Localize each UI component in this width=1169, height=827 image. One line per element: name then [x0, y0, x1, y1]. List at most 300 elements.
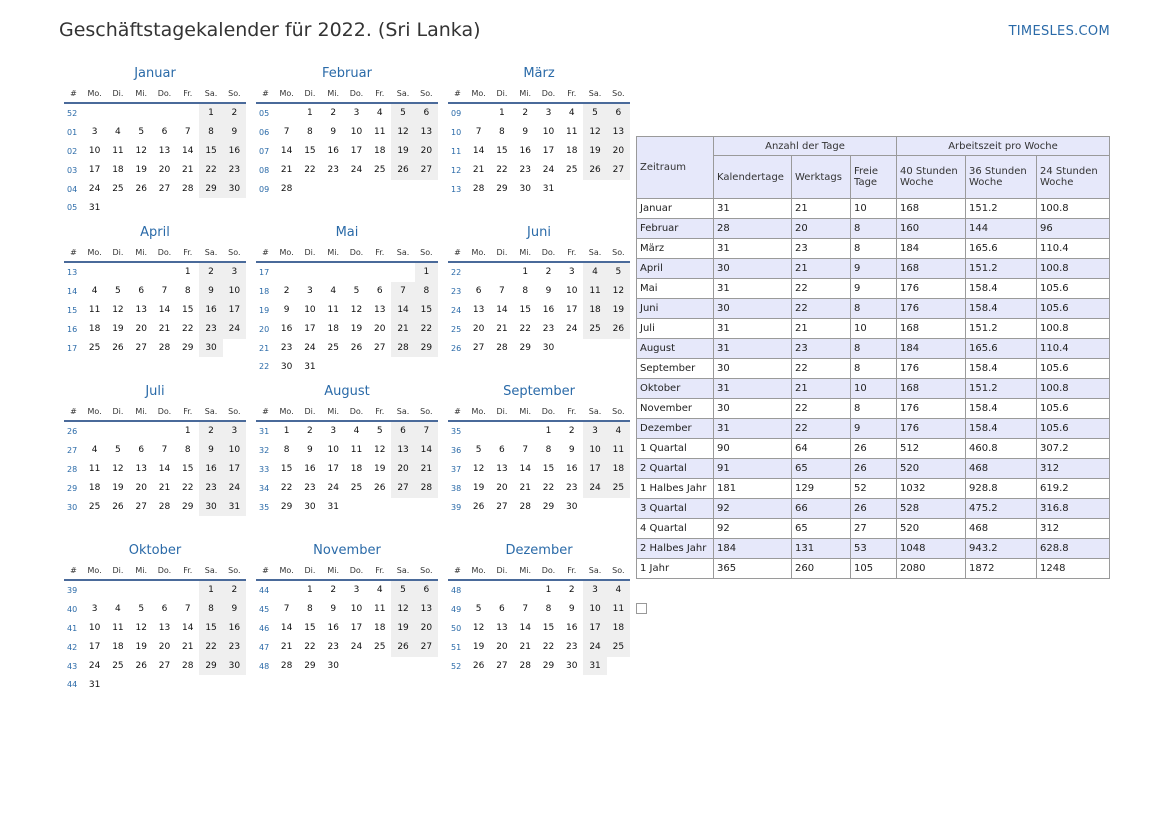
month-calendar	[64, 223, 246, 382]
day-cell: 23	[199, 479, 222, 498]
hours-group-header: Arbeitszeit pro Woche	[897, 137, 1110, 156]
day-cell: 16	[566, 464, 578, 475]
week-row	[64, 339, 246, 358]
day-cell: 2	[223, 580, 246, 600]
day-cell	[275, 103, 298, 123]
month-table	[448, 243, 630, 357]
day-cell: 26	[472, 502, 485, 512]
value-cell: 100.8	[1037, 199, 1110, 219]
day-cell	[415, 180, 438, 199]
weekday-header: So.	[607, 243, 630, 262]
day-cell: 18	[374, 623, 386, 634]
day-cell: 24	[542, 165, 555, 176]
day-cell: 9	[307, 445, 313, 456]
day-cell: 4	[568, 108, 575, 119]
day-cell	[153, 580, 176, 600]
value-cell: 468	[966, 519, 1037, 539]
value-cell: 22	[792, 399, 851, 419]
week-row	[64, 479, 246, 498]
day-cell	[106, 675, 129, 694]
week-row	[448, 619, 630, 638]
weekday-header: Sa.	[199, 84, 222, 103]
col-24h-header: 24 Stunden Woche	[1037, 156, 1110, 199]
summary-table	[636, 136, 1110, 579]
month-table	[256, 243, 438, 376]
weekday-header: Do.	[153, 402, 176, 421]
day-cell: 26	[135, 661, 147, 671]
week-number: 51	[451, 642, 462, 652]
value-cell: 20	[792, 219, 851, 239]
day-cell: 1	[184, 267, 191, 278]
day-cell: 27	[472, 343, 485, 353]
day-cell	[130, 262, 153, 282]
week-row	[256, 460, 438, 479]
day-cell: 4	[91, 286, 98, 297]
week-row	[64, 262, 246, 282]
day-cell: 25	[566, 165, 578, 176]
day-cell: 11	[607, 441, 630, 460]
week-number: 30	[67, 502, 78, 512]
period-cell: 1 Quartal	[637, 439, 714, 459]
day-cell: 6	[391, 421, 414, 441]
day-cell: 12	[112, 305, 124, 316]
weekday-header: Fr.	[176, 84, 199, 103]
day-cell: 3	[353, 108, 360, 119]
day-cell: 24	[88, 661, 101, 671]
weekday-header: #	[256, 84, 275, 103]
day-cell: 27	[415, 161, 438, 180]
month-table	[448, 84, 630, 198]
weekday-header: Mi.	[130, 243, 153, 262]
value-cell: 158.4	[966, 399, 1037, 419]
day-cell: 15	[199, 619, 222, 638]
week-row	[256, 262, 438, 282]
period-cell: Juni	[637, 299, 714, 319]
day-cell: 20	[374, 324, 386, 335]
day-cell: 1	[415, 262, 438, 282]
day-cell: 7	[283, 604, 290, 615]
day-cell: 21	[280, 642, 293, 653]
day-cell: 17	[542, 146, 555, 157]
week-number: 44	[67, 680, 78, 690]
day-cell: 24	[304, 343, 316, 353]
col-40h-header: 40 Stunden Woche	[897, 156, 966, 199]
day-cell	[391, 262, 414, 282]
day-cell	[106, 198, 129, 217]
weekday-header: So.	[415, 84, 438, 103]
period-cell: Dezember	[637, 419, 714, 439]
day-cell: 5	[138, 604, 145, 615]
day-cell: 20	[472, 324, 485, 335]
day-cell: 14	[415, 441, 438, 460]
day-cell: 8	[199, 123, 222, 142]
day-cell	[391, 180, 414, 199]
week-number: 43	[67, 661, 78, 671]
day-cell	[391, 357, 414, 376]
weekday-header: Mo.	[275, 402, 298, 421]
week-number: 23	[451, 286, 462, 296]
week-row	[448, 479, 630, 498]
weekday-header: Fr.	[176, 402, 199, 421]
day-cell: 14	[182, 146, 194, 157]
value-cell: 628.8	[1037, 539, 1110, 559]
day-cell: 30	[199, 339, 222, 358]
day-cell: 25	[374, 642, 386, 653]
month-name: Juli	[145, 384, 165, 399]
day-cell: 1	[522, 267, 529, 278]
value-cell: 31	[714, 199, 792, 219]
week-number: 41	[67, 623, 78, 633]
weekday-header: So.	[415, 243, 438, 262]
week-number: 48	[451, 585, 462, 595]
period-cell: Januar	[637, 199, 714, 219]
day-cell: 13	[135, 305, 147, 316]
day-cell: 4	[376, 108, 383, 119]
day-cell: 3	[545, 108, 552, 119]
weekday-header: Mo.	[83, 561, 106, 580]
day-cell: 19	[391, 619, 414, 638]
week-number: 13	[67, 267, 78, 277]
day-cell: 19	[135, 642, 147, 653]
day-cell	[345, 357, 368, 376]
day-cell: 14	[496, 305, 508, 316]
value-cell: 316.8	[1037, 499, 1110, 519]
value-cell: 260	[792, 559, 851, 579]
col-free-days-header: Freie Tage	[851, 156, 897, 199]
month-calendar	[256, 541, 438, 700]
day-cell: 2	[568, 585, 575, 596]
brand-link[interactable]: TIMESLES.COM	[1008, 24, 1110, 39]
day-cell	[298, 262, 321, 282]
day-cell: 27	[374, 343, 386, 353]
value-cell: 22	[792, 419, 851, 439]
day-cell: 22	[542, 483, 555, 494]
period-cell: 1 Jahr	[637, 559, 714, 579]
weekday-header: #	[64, 402, 83, 421]
day-cell	[368, 357, 391, 376]
day-cell: 8	[545, 445, 552, 456]
day-cell: 23	[327, 165, 339, 176]
value-cell: 30	[714, 259, 792, 279]
day-cell: 29	[199, 657, 222, 676]
day-cell: 6	[499, 445, 505, 456]
day-cell: 16	[199, 301, 222, 320]
weekday-header: Mo.	[83, 84, 106, 103]
day-cell	[560, 339, 583, 358]
weekday-header: Do.	[537, 84, 560, 103]
day-cell: 17	[304, 324, 316, 335]
weekday-header: So.	[415, 402, 438, 421]
week-row	[256, 479, 438, 498]
day-cell	[490, 262, 513, 282]
day-cell: 22	[182, 483, 194, 494]
day-cell	[322, 357, 345, 376]
day-cell: 7	[161, 286, 168, 297]
day-cell: 26	[135, 184, 147, 194]
day-cell: 22	[519, 324, 531, 335]
day-cell	[130, 198, 153, 217]
value-cell: 151.2	[966, 259, 1037, 279]
value-cell: 31	[714, 279, 792, 299]
day-cell: 16	[566, 623, 578, 634]
month-name: Mai	[335, 225, 359, 240]
day-cell: 26	[607, 320, 630, 339]
weekday-header: Fr.	[560, 561, 583, 580]
day-cell: 15	[280, 464, 293, 475]
day-cell: 22	[280, 483, 293, 494]
value-cell: 110.4	[1037, 339, 1110, 359]
value-cell: 151.2	[966, 319, 1037, 339]
day-cell	[153, 262, 176, 282]
day-cell: 9	[545, 286, 552, 297]
week-number: 38	[451, 483, 462, 493]
day-cell: 19	[374, 464, 386, 475]
day-cell: 3	[91, 604, 98, 615]
day-cell	[583, 339, 606, 358]
day-cell	[83, 580, 106, 600]
value-cell: 8	[851, 299, 897, 319]
value-cell: 176	[897, 299, 966, 319]
day-cell: 19	[135, 165, 147, 176]
week-number: 52	[67, 108, 78, 118]
table-row	[637, 359, 1110, 379]
day-cell: 30	[566, 502, 578, 512]
day-cell: 17	[223, 301, 246, 320]
week-number: 46	[259, 623, 270, 633]
value-cell: 144	[966, 219, 1037, 239]
value-cell: 184	[897, 239, 966, 259]
day-cell: 9	[568, 445, 575, 456]
day-cell: 29	[280, 502, 293, 512]
day-cell: 19	[472, 642, 485, 653]
day-cell: 4	[115, 127, 121, 138]
weekday-header: Di.	[298, 402, 321, 421]
day-cell: 25	[350, 483, 363, 494]
weekday-header: #	[64, 84, 83, 103]
day-cell	[368, 498, 391, 517]
day-cell: 14	[280, 623, 293, 634]
day-cell: 2	[330, 585, 337, 596]
day-cell: 26	[112, 343, 124, 353]
day-cell: 6	[415, 580, 438, 600]
value-cell: 165.6	[966, 239, 1037, 259]
value-cell: 520	[897, 519, 966, 539]
day-cell: 10	[350, 127, 363, 138]
day-cell	[153, 103, 176, 123]
week-number: 05	[259, 108, 270, 118]
day-cell: 31	[583, 657, 606, 676]
week-row	[448, 301, 630, 320]
day-cell: 20	[496, 483, 508, 494]
day-cell: 2	[223, 103, 246, 123]
day-cell: 7	[161, 445, 168, 456]
day-cell	[106, 262, 129, 282]
value-cell: 21	[792, 379, 851, 399]
week-number: 40	[67, 604, 78, 614]
day-cell: 8	[184, 445, 191, 456]
weekday-header: Mi.	[514, 84, 537, 103]
weekday-header: Do.	[345, 243, 368, 262]
day-cell	[345, 180, 368, 199]
weekday-header: Di.	[298, 243, 321, 262]
week-number: 26	[451, 343, 462, 353]
day-cell: 7	[522, 445, 529, 456]
day-cell: 13	[496, 464, 508, 475]
value-cell: 22	[792, 359, 851, 379]
table-row	[637, 539, 1110, 559]
weekday-header: So.	[607, 84, 630, 103]
value-cell: 96	[1037, 219, 1110, 239]
day-cell: 16	[327, 623, 339, 634]
day-cell: 11	[327, 305, 339, 316]
period-cell: Juli	[637, 319, 714, 339]
weekday-header: Mo.	[83, 402, 106, 421]
day-cell: 28	[496, 343, 508, 353]
day-cell: 29	[304, 661, 316, 671]
day-cell: 26	[472, 661, 485, 671]
value-cell: 23	[792, 239, 851, 259]
month-name: September	[503, 384, 575, 399]
week-row	[448, 441, 630, 460]
week-number: 08	[259, 165, 270, 175]
value-cell: 8	[851, 339, 897, 359]
day-cell	[130, 103, 153, 123]
day-cell: 27	[607, 161, 630, 180]
day-cell	[106, 421, 129, 441]
day-cell: 9	[330, 127, 337, 138]
table-row	[637, 279, 1110, 299]
day-cell: 25	[112, 661, 124, 671]
week-row	[64, 441, 246, 460]
value-cell: 30	[714, 399, 792, 419]
week-number: 06	[259, 127, 270, 137]
day-cell: 20	[391, 460, 414, 479]
week-number: 02	[67, 146, 78, 156]
value-cell: 105.6	[1037, 399, 1110, 419]
weekday-header: Di.	[106, 402, 129, 421]
day-cell: 13	[415, 123, 438, 142]
weekday-header: Sa.	[583, 561, 606, 580]
week-row	[64, 301, 246, 320]
period-cell: 3 Quartal	[637, 499, 714, 519]
period-cell: 2 Quartal	[637, 459, 714, 479]
week-number: 21	[259, 343, 270, 353]
month-table	[64, 561, 246, 694]
day-cell: 15	[182, 305, 194, 316]
day-cell: 5	[115, 286, 121, 297]
value-cell: 1048	[897, 539, 966, 559]
checkbox[interactable]	[636, 603, 647, 614]
day-cell	[275, 580, 298, 600]
day-cell: 13	[158, 146, 171, 157]
day-cell: 12	[135, 623, 147, 634]
day-cell: 23	[199, 320, 222, 339]
value-cell: 943.2	[966, 539, 1037, 559]
table-row	[637, 499, 1110, 519]
day-cell	[345, 498, 368, 517]
weekday-header: So.	[223, 84, 246, 103]
day-cell: 27	[496, 502, 508, 512]
day-cell: 28	[391, 339, 414, 358]
week-number: 31	[259, 426, 270, 436]
value-cell: 168	[897, 319, 966, 339]
day-cell: 4	[115, 604, 121, 615]
month-calendar	[256, 223, 438, 382]
day-cell: 11	[374, 127, 386, 138]
day-cell: 9	[568, 604, 575, 615]
day-cell: 8	[307, 127, 313, 138]
weekday-header: #	[256, 402, 275, 421]
day-cell: 13	[415, 600, 438, 619]
day-cell: 29	[182, 502, 194, 512]
week-row	[256, 123, 438, 142]
week-row	[64, 580, 246, 600]
value-cell: 26	[851, 439, 897, 459]
day-cell: 21	[472, 165, 485, 176]
day-cell: 12	[472, 464, 485, 475]
weekday-header: Mo.	[467, 84, 490, 103]
weekday-header: Do.	[153, 561, 176, 580]
day-cell: 24	[583, 479, 606, 498]
day-cell: 10	[223, 441, 246, 460]
value-cell: 92	[714, 499, 792, 519]
day-cell: 27	[135, 502, 147, 512]
value-cell: 9	[851, 259, 897, 279]
day-cell: 17	[583, 619, 606, 638]
day-cell	[130, 675, 153, 694]
day-cell: 27	[415, 638, 438, 657]
day-cell: 23	[542, 324, 555, 335]
day-cell: 6	[415, 103, 438, 123]
weekday-header: Fr.	[560, 243, 583, 262]
weekday-header: Do.	[345, 561, 368, 580]
weekday-header: Sa.	[583, 84, 606, 103]
col-36h-header: 36 Stunden Woche	[966, 156, 1037, 199]
day-cell: 28	[158, 502, 171, 512]
day-cell	[322, 262, 345, 282]
day-cell: 13	[472, 305, 485, 316]
day-cell: 20	[135, 324, 147, 335]
value-cell: 66	[792, 499, 851, 519]
day-cell: 18	[566, 146, 578, 157]
day-cell: 13	[391, 441, 414, 460]
week-number: 39	[67, 585, 78, 595]
table-row	[637, 459, 1110, 479]
day-cell: 18	[88, 324, 101, 335]
period-cell: 2 Halbes Jahr	[637, 539, 714, 559]
day-cell: 30	[223, 180, 246, 199]
week-row	[256, 498, 438, 517]
day-cell: 7	[499, 286, 505, 297]
day-cell: 5	[391, 580, 414, 600]
value-cell: 100.8	[1037, 379, 1110, 399]
weekday-header: Mi.	[322, 243, 345, 262]
col-calendar-days-header: Kalendertage	[714, 156, 792, 199]
weekday-header: Fr.	[368, 84, 391, 103]
day-cell: 8	[283, 445, 290, 456]
day-cell: 1	[307, 585, 313, 596]
value-cell: 176	[897, 419, 966, 439]
day-cell: 15	[496, 146, 508, 157]
day-cell: 9	[199, 441, 222, 460]
value-cell: 168	[897, 199, 966, 219]
value-cell: 22	[792, 279, 851, 299]
weekday-header: Di.	[106, 561, 129, 580]
week-number: 28	[67, 464, 78, 474]
day-cell: 29	[519, 343, 531, 353]
weekday-header: Do.	[153, 84, 176, 103]
week-row	[448, 600, 630, 619]
